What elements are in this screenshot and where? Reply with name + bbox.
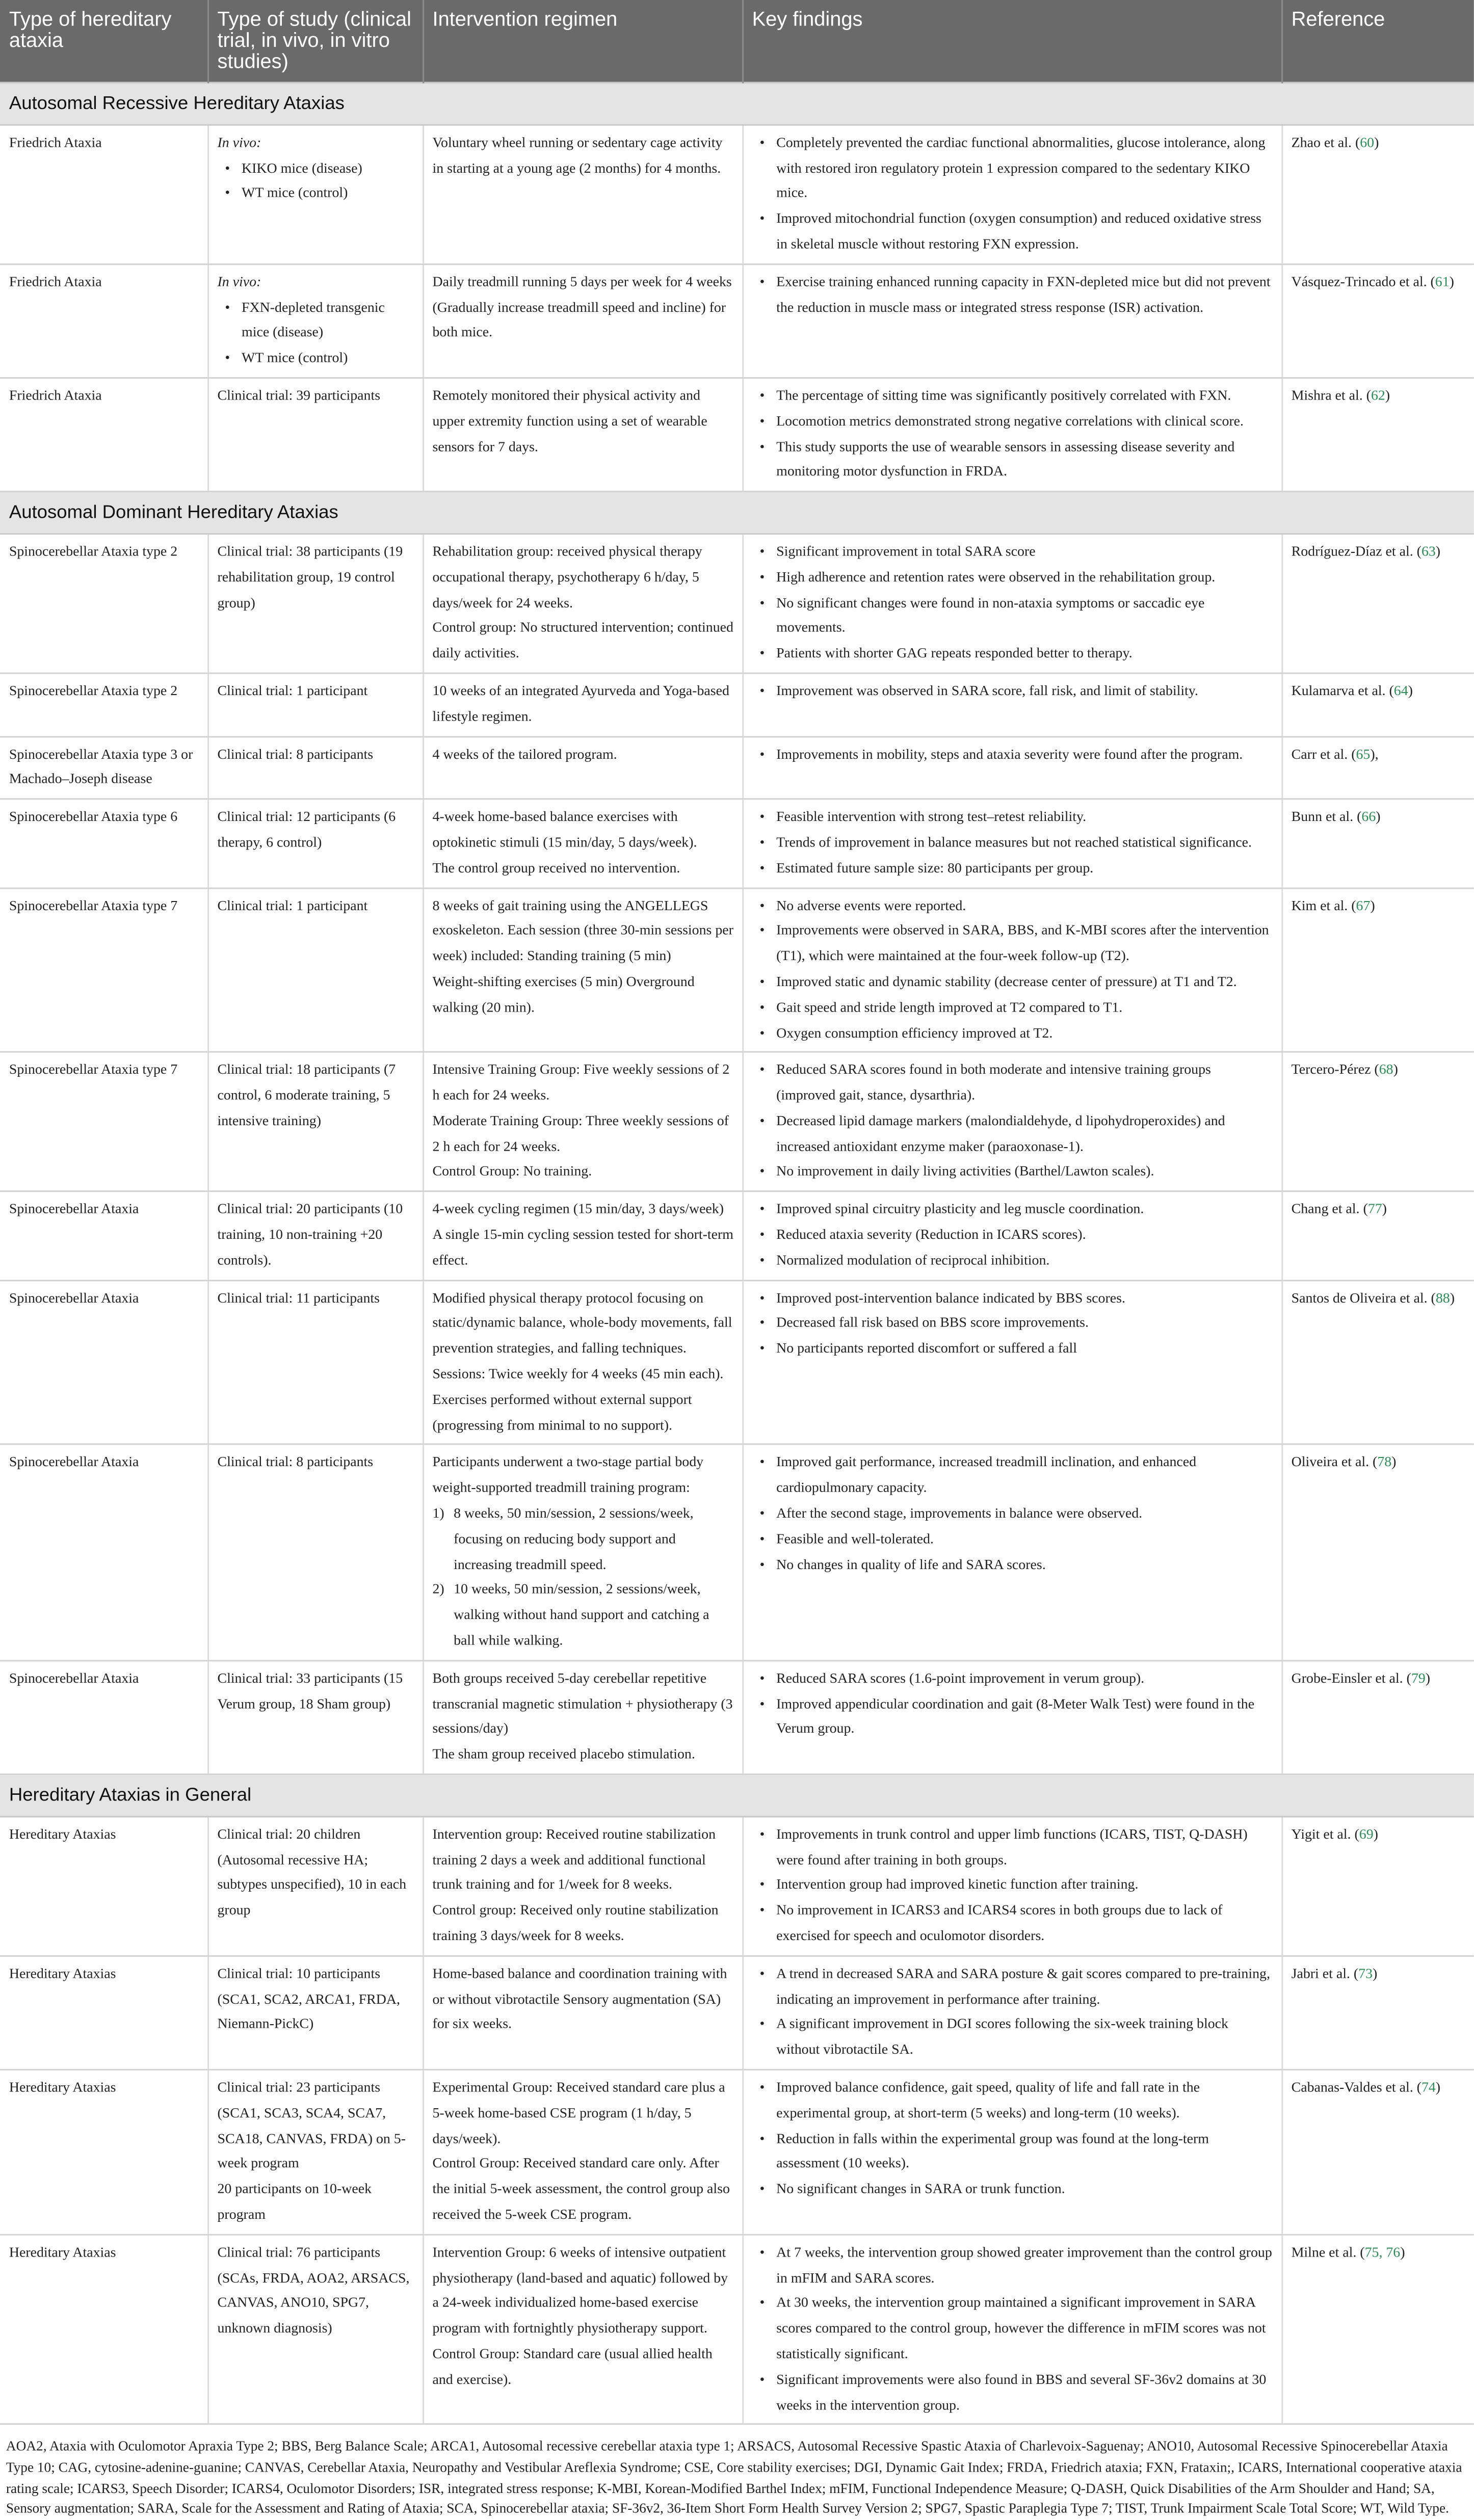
cell-reference <box>1281 673 1473 736</box>
reference-author: Oliveira et al. ( <box>1291 1456 1378 1472</box>
cell-regimen <box>423 2070 742 2234</box>
findings-list <box>752 131 1273 259</box>
cell-findings <box>742 534 1281 673</box>
finding-item: • A significant improvement in DGI scores following the six-week training block without vibrotactile SA. <box>776 2013 1273 2064</box>
group-row <box>0 83 1474 125</box>
findings-list <box>752 2077 1273 2204</box>
table-row <box>0 736 1474 799</box>
reference-author: Zhao et al. ( <box>1291 136 1360 151</box>
regimen-line: Control group: Received only routine stabilization training 3 days/week for 8 weeks. <box>432 1904 719 1945</box>
cell-study-type <box>207 1191 423 1280</box>
cell-ataxia-type: Friedrich Ataxia <box>0 378 207 491</box>
cell-reference <box>1281 125 1473 264</box>
reference-tail: ) <box>1408 684 1413 700</box>
cell-study-type <box>207 673 423 736</box>
cell-study-type <box>207 2234 423 2424</box>
header-row <box>0 0 1474 83</box>
cell-reference <box>1281 888 1473 1052</box>
header-reference: Reference <box>1281 0 1473 83</box>
reference-author: Santos de Oliveira et al. ( <box>1291 1291 1436 1307</box>
finding-item: • Reduced SARA scores found in both moderate and intensive training groups (improved gait, stance, dysarthria). <box>776 1059 1273 1110</box>
findings-list <box>752 2241 1273 2419</box>
cell-ataxia-type: Spinocerebellar Ataxia <box>0 1660 207 1774</box>
finding-item: • Exercise training enhanced running capacity in FXN-depleted mice but did not prevent the reduction in muscle mass or integrated stress response (ISR) activation. <box>776 271 1273 322</box>
finding-item: • Improvements were observed in SARA, BBS, and K-MBI scores after the intervention (T1), which were maintained at the four-week follow-up (T2). <box>776 920 1273 971</box>
reference-link[interactable]: 67 <box>1356 898 1371 914</box>
reference-tail: ) <box>1374 136 1379 151</box>
regimen-line: Control Group: Standard care (usual allied health and exercise). <box>432 2347 713 2389</box>
cell-regimen <box>423 1445 742 1660</box>
cell-findings <box>742 2070 1281 2234</box>
finding-item: • Feasible and well-tolerated. <box>776 1528 1273 1553</box>
cell-regimen <box>423 1956 742 2070</box>
finding-item: • Intervention group had improved kinetic function after training. <box>776 1874 1273 1900</box>
header-regimen: Intervention regimen <box>423 0 742 83</box>
header-study: Type of study (clinical trial, in vivo, in vitro studies) <box>207 0 423 83</box>
regimen-line: Both groups received 5-day cerebellar repetitive transcranial magnetic stimulation + physiotherapy (3 sessions/day) <box>432 1672 733 1738</box>
finding-item: • Significant improvement in total SARA score <box>776 541 1273 566</box>
reference-author: Vásquez-Trincado et al. ( <box>1291 275 1435 290</box>
regimen-line: Daily treadmill running 5 days per week for 4 weeks (Gradually increase treadmill speed and incline) for both mice. <box>432 275 732 341</box>
table-row <box>0 1052 1474 1191</box>
table-row <box>0 378 1474 491</box>
cell-reference <box>1281 264 1473 378</box>
cell-regimen <box>423 534 742 673</box>
reference-link[interactable]: 62 <box>1371 389 1385 405</box>
reference-link[interactable]: 68 <box>1379 1064 1393 1079</box>
cell-ataxia-type: Hereditary Ataxias <box>0 2070 207 2234</box>
finding-item: • No significant changes in SARA or trunk function. <box>776 2178 1273 2204</box>
cell-study-type <box>207 888 423 1052</box>
finding-item: • The percentage of sitting time was significantly positively correlated with FXN. <box>776 385 1273 410</box>
findings-list <box>752 1059 1273 1186</box>
cell-regimen <box>423 2234 742 2424</box>
finding-item: • No adverse events were reported. <box>776 894 1273 920</box>
cell-regimen <box>423 1280 742 1445</box>
group-row <box>0 1774 1474 1817</box>
cell-ataxia-type: Spinocerebellar Ataxia type 3 or Machado–Joseph disease <box>0 736 207 799</box>
table-row <box>0 673 1474 736</box>
reference-author: Kim et al. ( <box>1291 898 1356 914</box>
study-prefix: In vivo: <box>217 136 261 151</box>
study-line: Clinical trial: 1 participant <box>217 684 368 700</box>
cell-ataxia-type: Hereditary Ataxias <box>0 1816 207 1955</box>
reference-link[interactable]: 77 <box>1367 1203 1382 1218</box>
reference-tail: ) <box>1385 389 1390 405</box>
cell-regimen <box>423 673 742 736</box>
findings-list <box>752 1452 1273 1579</box>
cell-reference <box>1281 1816 1473 1955</box>
reference-link[interactable]: 66 <box>1361 810 1376 826</box>
cell-findings <box>742 1956 1281 2070</box>
group-title: Autosomal Dominant Hereditary Ataxias <box>0 492 1474 534</box>
reference-author: Bunn et al. ( <box>1291 810 1362 826</box>
regimen-line: 4 weeks of the tailored program. <box>432 747 617 763</box>
regimen-line: Exercises performed without external support (progressing from minimal to no support). <box>432 1393 692 1434</box>
cell-ataxia-type: Hereditary Ataxias <box>0 2234 207 2424</box>
group-row <box>0 492 1474 534</box>
cell-findings <box>742 125 1281 264</box>
regimen-item: 2) 10 weeks, 50 min/session, 2 sessions/week, walking without hand support and catching a ball while walking. <box>454 1579 734 1655</box>
cell-reference <box>1281 2234 1473 2424</box>
reference-tail: ) <box>1373 1827 1378 1843</box>
study-line: Clinical trial: 10 participants (SCA1, SCA2, ARCA1, FRDA, Niemann-PickC) <box>217 1967 400 2033</box>
regimen-line: The sham group received placebo stimulation. <box>432 1748 695 1764</box>
cell-findings <box>742 1816 1281 1955</box>
study-line: Clinical trial: 8 participants <box>217 747 374 763</box>
study-item: • WT mice (control) <box>242 182 414 208</box>
regimen-line: Voluntary wheel running or sedentary cage activity in starting at a young age (2 months) for 4 months. <box>432 136 723 177</box>
table-row <box>0 2070 1474 2234</box>
cell-reference <box>1281 1445 1473 1660</box>
regimen-line: Intervention Group: 6 weeks of intensive outpatient physiotherapy (land-based and aquatic) followed by a 24-week individualized home-based exercise program with fortnightly physiotherapy support. <box>432 2245 728 2338</box>
regimen-line: Sessions: Twice weekly for 4 weeks (45 min each). <box>432 1367 724 1383</box>
table-row <box>0 1956 1474 2070</box>
cell-ataxia-type: Hereditary Ataxias <box>0 1956 207 2070</box>
findings-list <box>752 806 1273 882</box>
cell-regimen <box>423 378 742 491</box>
regimen-line: Control group: No structured intervention; continued daily activities. <box>432 621 733 662</box>
reference-author: Mishra et al. ( <box>1291 389 1371 405</box>
finding-item: • At 30 weeks, the intervention group maintained a significant improvement in SARA scores compared to the control group, however the difference in mFIM scores was not statistically significant. <box>776 2292 1273 2369</box>
findings-list <box>752 385 1273 487</box>
finding-item: • Improved post-intervention balance indicated by BBS scores. <box>776 1287 1273 1312</box>
finding-item: • Improvements in trunk control and upper limb functions (ICARS, TIST, Q-DASH) were found after training in both groups. <box>776 1823 1273 1874</box>
findings-list <box>752 743 1273 768</box>
cell-findings <box>742 1660 1281 1774</box>
cell-study-type <box>207 125 423 264</box>
table-row <box>0 888 1474 1052</box>
cell-ataxia-type: Spinocerebellar Ataxia type 2 <box>0 534 207 673</box>
table-row <box>0 799 1474 888</box>
cell-findings <box>742 1191 1281 1280</box>
reference-tail: ), <box>1370 747 1379 763</box>
findings-list <box>752 1199 1273 1275</box>
cell-findings <box>742 1280 1281 1445</box>
findings-list <box>752 894 1273 1047</box>
cell-study-type <box>207 1816 423 1955</box>
reference-tail: ) <box>1450 1291 1455 1307</box>
regimen-line: 4-week home-based balance exercises with optokinetic stimuli (15 min/day, 5 days/week). <box>432 810 697 852</box>
reference-link[interactable]: 60 <box>1360 136 1375 151</box>
cell-regimen <box>423 799 742 888</box>
cell-study-type <box>207 1052 423 1191</box>
reference-author: Tercero-Pérez ( <box>1291 1064 1379 1079</box>
findings-list <box>752 680 1273 705</box>
cell-regimen <box>423 1191 742 1280</box>
finding-item: • Improved gait performance, increased treadmill inclination, and enhanced cardiopulmonary capacity. <box>776 1452 1273 1503</box>
table-row <box>0 1191 1474 1280</box>
cell-study-type <box>207 378 423 491</box>
header-type: Type of hereditary ataxia <box>0 0 207 83</box>
study-line: 20 participants on 10-week program <box>217 2183 372 2223</box>
reference-author: Milne et al. ( <box>1291 2245 1365 2261</box>
finding-item: • Trends of improvement in balance measures but not reached statistical significance. <box>776 831 1273 857</box>
cell-ataxia-type: Spinocerebellar Ataxia <box>0 1445 207 1660</box>
finding-item: • Reduced SARA scores (1.6-point improvement in verum group). <box>776 1667 1273 1693</box>
cell-study-type <box>207 534 423 673</box>
table-row <box>0 1280 1474 1445</box>
cell-reference <box>1281 534 1473 673</box>
cell-ataxia-type: Spinocerebellar Ataxia type 6 <box>0 799 207 888</box>
reference-link[interactable]: 61 <box>1435 275 1450 290</box>
cell-study-type <box>207 1956 423 2070</box>
reference-author: Grobe-Einsler et al. ( <box>1291 1672 1411 1687</box>
findings-list <box>752 1667 1273 1744</box>
regimen-line: Control Group: Received standard care only. After the initial 5-week assessment, the control group also received the 5-week CSE program. <box>432 2157 730 2223</box>
study-line: Clinical trial: 39 participants <box>217 389 381 405</box>
cell-reference <box>1281 378 1473 491</box>
regimen-line: A single 15-min cycling session tested for short-term effect. <box>432 1228 733 1269</box>
table-row <box>0 1660 1474 1774</box>
cell-regimen <box>423 264 742 378</box>
study-line: Clinical trial: 8 participants <box>217 1456 374 1472</box>
cell-findings <box>742 1445 1281 1660</box>
finding-item: • Improved balance confidence, gait speed, quality of life and fall rate in the experimental group, at short-term (5 weeks) and long-term (10 weeks). <box>776 2077 1273 2128</box>
finding-item: • Gait speed and stride length improved at T2 compared to T1. <box>776 996 1273 1022</box>
cell-ataxia-type: Friedrich Ataxia <box>0 264 207 378</box>
finding-item: • A trend in decreased SARA and SARA posture & gait scores compared to pre-training, indicating an improvement in performance after training. <box>776 1962 1273 2013</box>
cell-study-type <box>207 2070 423 2234</box>
table-row <box>0 264 1474 378</box>
regimen-line: Participants underwent a two-stage partial body weight-supported treadmill training program: <box>432 1456 704 1497</box>
cell-study-type <box>207 736 423 799</box>
findings-list <box>752 1823 1273 1951</box>
cell-study-type <box>207 799 423 888</box>
cell-ataxia-type: Spinocerebellar Ataxia <box>0 1191 207 1280</box>
reference-tail: ) <box>1400 2245 1405 2261</box>
finding-item: • Improved mitochondrial function (oxygen consumption) and reduced oxidative stress in skeletal muscle without restoring FXN expression. <box>776 208 1273 259</box>
cell-reference <box>1281 1956 1473 2070</box>
finding-item: • Improved spinal circuitry plasticity and leg muscle coordination. <box>776 1199 1273 1224</box>
study-list <box>217 296 414 373</box>
regimen-line: Experimental Group: Received standard care plus a 5-week home-based CSE program (1 h/day, 5 days/week). <box>432 2081 725 2147</box>
finding-item: • Reduced ataxia severity (Reduction in ICARS scores). <box>776 1224 1273 1250</box>
reference-link[interactable]: 63 <box>1421 545 1436 561</box>
regimen-line: Remotely monitored their physical activity and upper extremity function using a set of wearable sensors for 7 days. <box>432 389 707 456</box>
reference-tail: ) <box>1435 545 1441 561</box>
study-line: Clinical trial: 1 participant <box>217 898 368 914</box>
cell-reference <box>1281 736 1473 799</box>
reference-link[interactable]: 75, 76 <box>1364 2245 1401 2261</box>
table-row <box>0 534 1474 673</box>
finding-item: • Oxygen consumption efficiency improved at T2. <box>776 1022 1273 1047</box>
table-row <box>0 2234 1474 2424</box>
study-line: Clinical trial: 11 participants <box>217 1291 380 1307</box>
cell-reference <box>1281 1280 1473 1445</box>
reference-author: Kulamarva et al. ( <box>1291 684 1394 700</box>
table-body <box>0 83 1474 2425</box>
cell-findings <box>742 888 1281 1052</box>
cell-findings <box>742 264 1281 378</box>
cell-regimen <box>423 736 742 799</box>
reference-tail: ) <box>1382 1203 1387 1218</box>
study-item: • FXN-depleted transgenic mice (disease) <box>242 296 414 347</box>
cell-study-type <box>207 264 423 378</box>
cell-regimen <box>423 1816 742 1955</box>
finding-item: • Improved static and dynamic stability (decrease center of pressure) at T1 and T2. <box>776 971 1273 996</box>
table-row <box>0 125 1474 264</box>
regimen-list <box>433 1502 734 1655</box>
findings-list <box>752 541 1273 668</box>
reference-tail: ) <box>1391 1456 1397 1472</box>
finding-item: • Significant improvements were also found in BBS and several SF-36v2 domains at 30 weeks in the intervention group. <box>776 2368 1273 2419</box>
cell-reference <box>1281 1191 1473 1280</box>
study-item: • KIKO mice (disease) <box>242 157 414 182</box>
cell-study-type <box>207 1445 423 1660</box>
table-row <box>0 1445 1474 1660</box>
cell-findings <box>742 2234 1281 2424</box>
finding-item: • No significant changes were found in non-ataxia symptoms or saccadic eye movements. <box>776 592 1273 643</box>
finding-item: • This study supports the use of wearable sensors in assessing disease severity and monitoring motor dysfunction in FRDA. <box>776 436 1273 487</box>
regimen-item: 1) 8 weeks, 50 min/session, 2 sessions/week, focusing on reducing body support and increasing treadmill speed. <box>454 1502 734 1579</box>
reference-tail: ) <box>1425 1672 1430 1687</box>
finding-item: • Reduction in falls within the experimental group was found at the long-term assessment (10 weeks). <box>776 2127 1273 2178</box>
cell-regimen <box>423 1052 742 1191</box>
reference-tail: ) <box>1370 898 1375 914</box>
table-footnote: AOA2, Ataxia with Oculomotor Apraxia Type 2; BBS, Berg Balance Scale; ARCA1, Autosomal recessive cerebellar ataxia type 1; ARSACS, Autosomal Recessive Spastic Ataxia of Charlevoix-Saguenay; ANO10, Autosomal Recessive Spinocerebellar Ataxia Type 10; CAG, cytosine-adenine-guanine; CANVAS, Cerebellar Ataxia, Neuropathy and Vestibular Areflexia Syndrome; CSE, Core stability exercises; DGI, Dynamic Gait Index; FRDA, Friedrich ataxia; FXN, Frataxin;, ICARS, International cooperative ataxia rating scale; ICARS3, Speech Disorder; ICARS4, Oculomotor Disorders; ISR, integrated stress response; K-MBI, Korean-Modified Barthel Index; mFIM, Functional Independence Measure; Q-DASH, Quick Disabilities of the Arm Shoulder and Hand; SA, Sensory augmentation; SARA, Scale for the Assessment and Rating of Ataxia; SCA, Spinocerebellar ataxia; SF-36v2, 36-Item Short Form Health Survey Version 2; SPG7, Spastic Paraplegia Type 7; TIST, Trunk Impairment Scale Total Score; WT, Wild Type. <box>6 2438 1462 2516</box>
cell-reference <box>1281 1660 1473 1774</box>
study-line: Clinical trial: 23 participants (SCA1, SCA3, SCA4, SCA7, SCA18, CANVAS, FRDA) on 5-week program <box>217 2081 406 2172</box>
cell-study-type <box>207 1660 423 1774</box>
reference-author: Carr et al. ( <box>1291 747 1356 763</box>
reference-author: Chang et al. ( <box>1291 1203 1368 1218</box>
cell-reference <box>1281 799 1473 888</box>
header-findings: Key findings <box>742 0 1281 83</box>
regimen-line: 8 weeks of gait training using the ANGELLEGS exoskeleton. Each session (three 30-min sessions per week) included: Standing training (5 min) <box>432 898 733 965</box>
finding-item: • Improvement was observed in SARA score, fall risk, and limit of stability. <box>776 680 1273 705</box>
finding-item: • No changes in quality of life and SARA scores. <box>776 1553 1273 1579</box>
findings-list <box>752 1962 1273 2064</box>
finding-item: • No improvement in ICARS3 and ICARS4 scores in both groups due to lack of exercised for speech and oculomotor disorders. <box>776 1899 1273 1950</box>
regimen-line: The control group received no intervention. <box>432 861 680 877</box>
regimen-line: Modified physical therapy protocol focusing on static/dynamic balance, whole-body movements, fall prevention strategies, and falling techniques. <box>432 1291 732 1358</box>
finding-item: • No participants reported discomfort or suffered a fall <box>776 1338 1273 1363</box>
cell-ataxia-type: Spinocerebellar Ataxia type 7 <box>0 1052 207 1191</box>
regimen-line: Control Group: No training. <box>432 1165 592 1181</box>
study-line: Clinical trial: 33 participants (15 Verum group, 18 Sham group) <box>217 1672 403 1713</box>
cell-reference <box>1281 1052 1473 1191</box>
finding-item: • Patients with shorter GAG repeats responded better to therapy. <box>776 643 1273 668</box>
finding-item: • Decreased lipid damage markers (malondialdehyde, d lipohydroperoxides) and increased antioxidant enzyme maker (paraoxonase-1). <box>776 1110 1273 1161</box>
reference-link[interactable]: 88 <box>1435 1291 1450 1307</box>
cell-ataxia-type: Friedrich Ataxia <box>0 125 207 264</box>
study-line: Clinical trial: 18 participants (7 control, 6 moderate training, 5 intensive training) <box>217 1064 396 1130</box>
regimen-line: Home-based balance and coordination training with or without vibrotactile Sensory augmentation (SA) for six weeks. <box>432 1967 727 2033</box>
regimen-line: 10 weeks of an integrated Ayurveda and Yoga-based lifestyle regimen. <box>432 684 729 725</box>
finding-item: • At 7 weeks, the intervention group showed greater improvement than the control group in mFIM and SARA scores. <box>776 2241 1273 2292</box>
reference-link[interactable]: 73 <box>1358 1967 1373 1982</box>
finding-item: • Normalized modulation of reciprocal inhibition. <box>776 1250 1273 1275</box>
study-line: Clinical trial: 20 participants (10 training, 10 non-training +20 controls). <box>217 1203 403 1269</box>
finding-item: • Feasible intervention with strong test–retest reliability. <box>776 806 1273 831</box>
findings-list <box>752 271 1273 322</box>
cell-regimen <box>423 888 742 1052</box>
cell-ataxia-type: Spinocerebellar Ataxia type 2 <box>0 673 207 736</box>
reference-link[interactable]: 74 <box>1421 2081 1436 2097</box>
group-title: Hereditary Ataxias in General <box>0 1774 1474 1817</box>
finding-item: • Improvements in mobility, steps and ataxia severity were found after the program. <box>776 743 1273 768</box>
reference-author: Jabri et al. ( <box>1291 1967 1359 1982</box>
finding-item: • Completely prevented the cardiac functional abnormalities, glucose intolerance, along with restored iron regulatory protein 1 expression compared to the sedentary KIKO mice. <box>776 131 1273 208</box>
finding-item: • No improvement in daily living activities (Barthel/Lawton scales). <box>776 1161 1273 1186</box>
regimen-line: Moderate Training Group: Three weekly sessions of 2 h each for 24 weeks. <box>432 1115 729 1155</box>
study-line: Clinical trial: 20 children (Autosomal recessive HA; subtypes unspecified), 10 in each group <box>217 1827 407 1920</box>
reference-author: Yigit et al. ( <box>1291 1827 1359 1843</box>
reference-link[interactable]: 78 <box>1377 1456 1392 1472</box>
cell-regimen <box>423 1660 742 1774</box>
group-title: Autosomal Recessive Hereditary Ataxias <box>0 83 1474 125</box>
cell-findings <box>742 1052 1281 1191</box>
reference-author: Cabanas-Valdes et al. ( <box>1291 2081 1422 2097</box>
cell-findings <box>742 736 1281 799</box>
study-item: • WT mice (control) <box>242 347 414 373</box>
study-line: Clinical trial: 76 participants (SCAs, FRDA, AOA2, ARSACS, CANVAS, ANO10, SPG7, unknown diagnosis) <box>217 2245 410 2338</box>
finding-item: • Locomotion metrics demonstrated strong negative correlations with clinical score. <box>776 410 1273 436</box>
cell-findings <box>742 799 1281 888</box>
cell-reference <box>1281 2070 1473 2234</box>
cell-findings <box>742 378 1281 491</box>
reference-tail: ) <box>1435 2081 1441 2097</box>
finding-item: • High adherence and retention rates were observed in the rehabilitation group. <box>776 566 1273 592</box>
reference-link[interactable]: 65 <box>1356 747 1371 763</box>
regimen-line: Rehabilitation group: received physical therapy occupational therapy, psychotherapy 6 h/day, 5 days/week for 24 weeks. <box>432 545 702 612</box>
reference-tail: ) <box>1373 1967 1378 1982</box>
study-line: Clinical trial: 38 participants (19 rehabilitation group, 19 control group) <box>217 545 403 612</box>
study-prefix: In vivo: <box>217 275 261 290</box>
regimen-line: Intervention group: Received routine stabilization training 2 days a week and additional functional trunk training and for 1/week for 8 weeks. <box>432 1827 716 1894</box>
reference-author: Rodríguez-Díaz et al. ( <box>1291 545 1422 561</box>
study-line: Clinical trial: 12 participants (6 therapy, 6 control) <box>217 810 396 852</box>
finding-item: • Improved appendicular coordination and gait (8-Meter Walk Test) were found in the Verum group. <box>776 1693 1273 1744</box>
finding-item: • Estimated future sample size: 80 participants per group. <box>776 857 1273 882</box>
cell-study-type <box>207 1280 423 1445</box>
cell-regimen <box>423 125 742 264</box>
regimen-line: 4-week cycling regimen (15 min/day, 3 days/week) <box>432 1203 724 1218</box>
reference-tail: ) <box>1449 275 1454 290</box>
cell-ataxia-type: Spinocerebellar Ataxia <box>0 1280 207 1445</box>
study-list <box>217 157 414 208</box>
reference-link[interactable]: 79 <box>1411 1672 1426 1687</box>
reference-tail: ) <box>1393 1064 1398 1079</box>
finding-item: • After the second stage, improvements in balance were observed. <box>776 1502 1273 1528</box>
finding-item: • Decreased fall risk based on BBS score improvements. <box>776 1312 1273 1338</box>
table-row <box>0 1816 1474 1955</box>
regimen-line: Weight-shifting exercises (5 min) Overground walking (20 min). <box>432 975 695 1016</box>
findings-list <box>752 1287 1273 1363</box>
cell-findings <box>742 673 1281 736</box>
reference-link[interactable]: 69 <box>1359 1827 1374 1843</box>
regimen-line: Intensive Training Group: Five weekly sessions of 2 h each for 24 weeks. <box>432 1064 730 1104</box>
cell-ataxia-type: Spinocerebellar Ataxia type 7 <box>0 888 207 1052</box>
reference-link[interactable]: 64 <box>1393 684 1408 700</box>
reference-tail: ) <box>1376 810 1381 826</box>
